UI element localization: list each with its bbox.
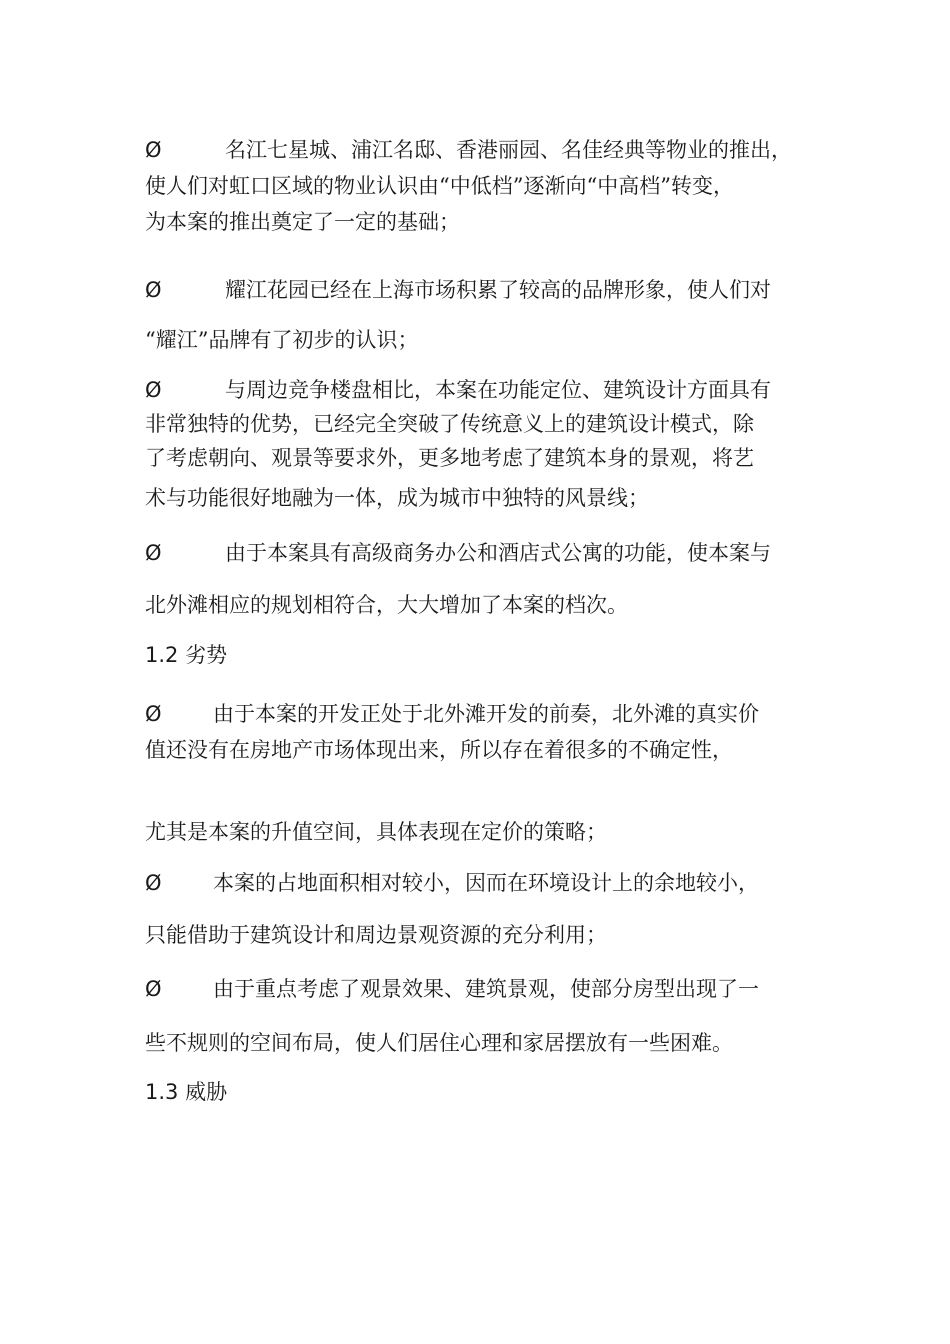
weakness-paragraph-1-continued xyxy=(145,814,815,850)
weakness-paragraph-3 xyxy=(145,962,815,1070)
paragraph-line: Ø 由于本案的开发正处于北外滩开发的前奏，北外滩的真实价 xyxy=(145,696,815,732)
paragraph-line: 只能借助于建筑设计和周边景观资源的充分利用； xyxy=(145,923,607,947)
weakness-paragraph-1 xyxy=(145,696,815,768)
paragraph-line: 些不规则的空间布局，使人们居住心理和家居摆放有一些困难。 xyxy=(145,1031,733,1055)
paragraph-line: 为本案的推出奠定了一定的基础； xyxy=(145,210,460,234)
bullet-icon: Ø xyxy=(145,541,162,565)
section-number: 1.2 xyxy=(145,643,179,667)
paragraph-line: Ø 与周边竞争楼盘相比，本案在功能定位、建筑设计方面具有 xyxy=(145,372,815,408)
paragraph-line: Ø 本案的占地面积相对较小，因而在环境设计上的余地较小， xyxy=(145,857,815,909)
paragraph-line: Ø 名江七星城、浦江名邸、香港丽园、名佳经典等物业的推出， xyxy=(145,132,815,168)
paragraph-line: Ø 耀江花园已经在上海市场积累了较高的品牌形象，使人们对 xyxy=(145,265,815,315)
weakness-paragraph-2 xyxy=(145,857,815,961)
section-heading-weakness xyxy=(145,640,227,670)
bullet-icon: Ø xyxy=(145,702,162,726)
bullet-icon: Ø xyxy=(145,278,162,302)
bullet-icon: Ø xyxy=(145,871,162,895)
strength-paragraph-1 xyxy=(145,132,815,240)
paragraph-line: 非常独特的优势，已经完全突破了传统意义上的建筑设计模式，除 xyxy=(145,412,754,436)
strength-paragraph-4 xyxy=(145,527,815,631)
paragraph-line: 北外滩相应的规划相符合，大大增加了本案的档次。 xyxy=(145,593,628,617)
section-heading-threat xyxy=(145,1077,227,1107)
paragraph-line: Ø 由于本案具有高级商务办公和酒店式公寓的功能，使本案与 xyxy=(145,527,815,579)
paragraph-line: 值还没有在房地产市场体现出来，所以存在着很多的不确定性， xyxy=(145,738,733,762)
bullet-icon: Ø xyxy=(145,378,162,402)
section-title: 劣势 xyxy=(185,643,228,667)
paragraph-line: 尤其是本案的升值空间，具体表现在定价的策略； xyxy=(145,820,607,844)
strength-paragraph-3 xyxy=(145,372,815,520)
bullet-icon: Ø xyxy=(145,138,162,162)
strength-paragraph-2 xyxy=(145,265,815,365)
paragraph-line: 了考虑朝向、观景等要求外，更多地考虑了建筑本身的景观，将艺 xyxy=(145,446,754,470)
paragraph-line: 使人们对虹口区域的物业认识由“中低档”逐渐向“中高档”转变， xyxy=(145,174,734,198)
section-title: 威胁 xyxy=(185,1080,228,1104)
paragraph-line: Ø 由于重点考虑了观景效果、建筑景观，使部分房型出现了一 xyxy=(145,962,815,1016)
bullet-icon: Ø xyxy=(145,977,162,1001)
paragraph-line: 术与功能很好地融为一体，成为城市中独特的风景线； xyxy=(145,486,649,510)
paragraph-line: “耀江”品牌有了初步的认识； xyxy=(145,328,419,352)
section-number: 1.3 xyxy=(145,1080,179,1104)
